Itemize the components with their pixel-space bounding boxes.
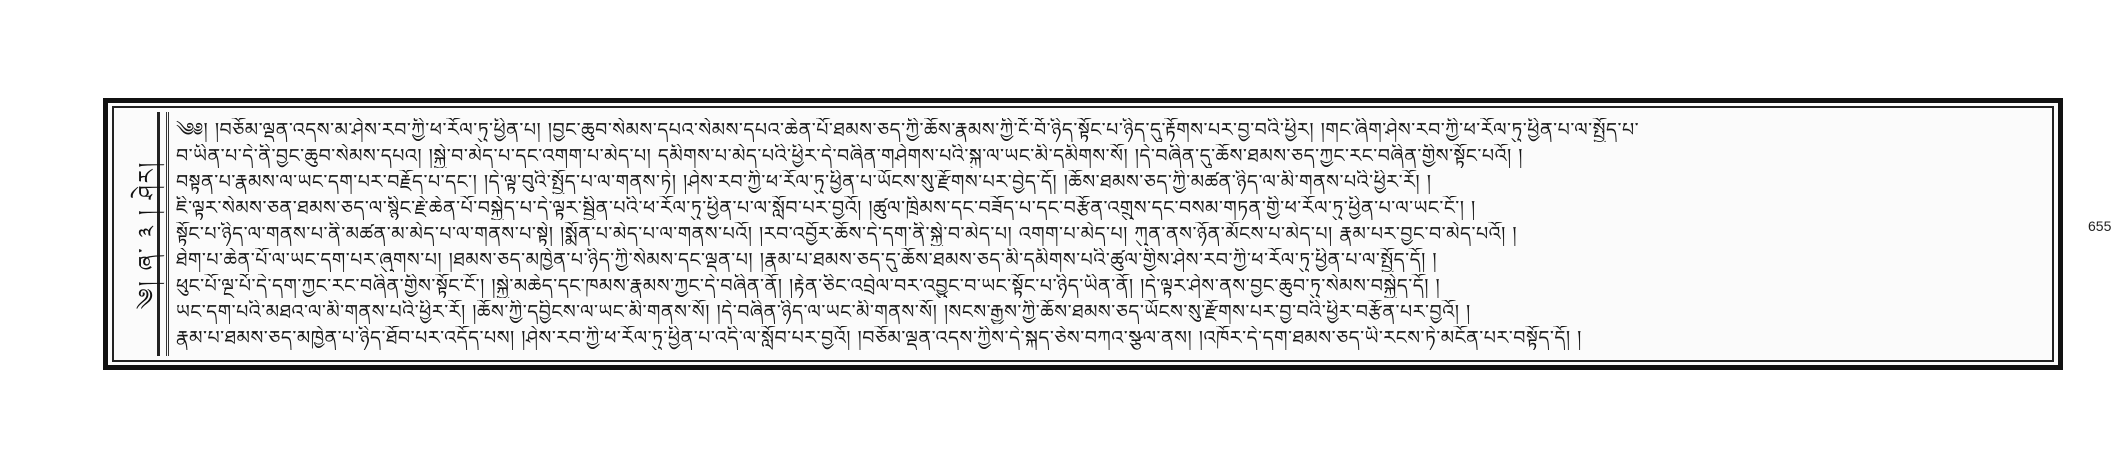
- text-line-7: ཕུང་པོ་ལྔ་པོ་དེ་དག་ཀྱང་རང་བཞིན་གྱིས་སྟོང་ངོ་། །སྐྱེ་མཆེད་དང་ཁམས་རྣམས་ཀྱང་དེ་བཞིན་ནོ། །རྟེན་ཅིང་འབྲེལ་བར་འབྱུང་བ་ཡང་སྟོང་པ་ཉིད་ཡིན་ནོ། །དེ་ལྟར་ཤེས་ནས་བྱང་ཆུབ་ཏུ་སེམས་བསྐྱེད་དོ། །: [176, 275, 1441, 297]
- text-line-8: ཡང་དག་པའི་མཐའ་ལ་མི་གནས་པའི་ཕྱིར་རོ། །ཆོས་ཀྱི་དབྱིངས་ལ་ཡང་མི་གནས་སོ། །དེ་བཞིན་ཉིད་ལ་ཡང་མི་གནས་སོ། །སངས་རྒྱས་ཀྱི་ཆོས་ཐམས་ཅད་ཡོངས་སུ་རྫོགས་པར་བྱ་བའི་ཕྱིར་བརྩོན་པར་བྱའོ། །: [176, 301, 1471, 323]
- text-line-2: བ་ཡིན་པ་དེ་ནི་བྱང་ཆུབ་སེམས་དཔའ། །སྐྱེ་བ་མེད་པ་དང་འགག་པ་མེད་པ། དམིགས་པ་མེད་པའི་ཕྱིར་དེ་བཞིན་གཤེགས་པའི་སྐུ་ལ་ཡང་མི་དམིགས་སོ། །དེ་བཞིན་དུ་ཆོས་ཐམས་ཅད་ཀྱང་རང་བཞིན་གྱིས་སྟོང་པའོ། །: [176, 145, 1524, 167]
- text-line-6: ཐེག་པ་ཆེན་པོ་ལ་ཡང་དག་པར་ཞུགས་པ། །ཐམས་ཅད་མཁྱེན་པ་ཉིད་ཀྱི་སེམས་དང་ལྡན་པ། །རྣམ་པ་ཐམས་ཅད་དུ་ཆོས་ཐམས་ཅད་མི་དམིགས་པའི་ཚུལ་གྱིས་ཤེས་རབ་ཀྱི་ཕ་རོལ་ཏུ་ཕྱིན་པ་ལ་སྤྱོད་དོ། །: [176, 249, 1438, 271]
- text-line-1: ༄༅། །བཅོམ་ལྡན་འདས་མ་ཤེས་རབ་ཀྱི་ཕ་རོལ་ཏུ་ཕྱིན་པ། །བྱང་ཆུབ་སེམས་དཔའ་སེམས་དཔའ་ཆེན་པོ་ཐམས་ཅད་ཀྱི་ཆོས་རྣམས་ཀྱི་ངོ་བོ་ཉིད་སྟོང་པ་ཉིད་དུ་རྟོགས་པར་བྱ་བའི་ཕྱིར། །གང་ཞིག་ཤེས་རབ་ཀྱི་ཕ་རོལ་ཏུ་ཕྱིན་པ་ལ་སྤྱོད་པ་: [176, 119, 1640, 141]
- text-line-9: རྣམ་པ་ཐམས་ཅད་མཁྱེན་པ་ཉིད་ཐོབ་པར་འདོད་པས། །ཤེས་རབ་ཀྱི་ཕ་རོལ་ཏུ་ཕྱིན་པ་འདི་ལ་སློབ་པར་བྱའོ། །བཅོམ་ལྡན་འདས་ཀྱིས་དེ་སྐད་ཅེས་བཀའ་སྩལ་ནས། །འཁོར་དེ་དག་ཐམས་ཅད་ཡི་རངས་ཏེ་མངོན་པར་བསྟོད་དོ། །: [176, 327, 1582, 349]
- page-number: 655: [2088, 218, 2112, 234]
- text-line-5: སྟོང་པ་ཉིད་ལ་གནས་པ་ནི་མཚན་མ་མེད་པ་ལ་གནས་པ་སྟེ། །སྨོན་པ་མེད་པ་ལ་གནས་པའོ། །རབ་འབྱོར་ཆོས་དེ་དག་ནི་སྐྱེ་བ་མེད་པ། འགག་པ་མེད་པ། ཀུན་ནས་ཉོན་མོངས་པ་མེད་པ། རྣམ་པར་བྱང་བ་མེད་པའོ། །: [176, 223, 1518, 245]
- text-line-4: ཇི་ལྟར་སེམས་ཅན་ཐམས་ཅད་ལ་སྙིང་རྗེ་ཆེན་པོ་བསྐྱེད་པ་དེ་ལྟར་སྦྱིན་པའི་ཕ་རོལ་ཏུ་ཕྱིན་པ་ལ་སློབ་པར་བྱའོ། །ཚུལ་ཁྲིམས་དང་བཟོད་པ་དང་བརྩོན་འགྲུས་དང་བསམ་གཏན་གྱི་ཕ་རོལ་ཏུ་ཕྱིན་པ་ལ་ཡང་ངོ་། །: [176, 197, 1476, 219]
- text-line-3: བསྟན་པ་རྣམས་ལ་ཡང་དག་པར་བརྗོད་པ་དང་། །དེ་ལྟ་བུའི་སྤྱོད་པ་ལ་གནས་ཏེ། །ཤེས་རབ་ཀྱི་ཕ་རོལ་ཏུ་ཕྱིན་པ་ཡོངས་སུ་རྫོགས་པར་བྱེད་དོ། །ཆོས་ཐམས་ཅད་ཀྱི་མཚན་ཉིད་ལ་མི་གནས་པའི་ཕྱིར་རོ། །: [176, 171, 1432, 193]
- margin-title-label: ༄། ཞ་ ༣ ། ཤེར།: [135, 160, 160, 310]
